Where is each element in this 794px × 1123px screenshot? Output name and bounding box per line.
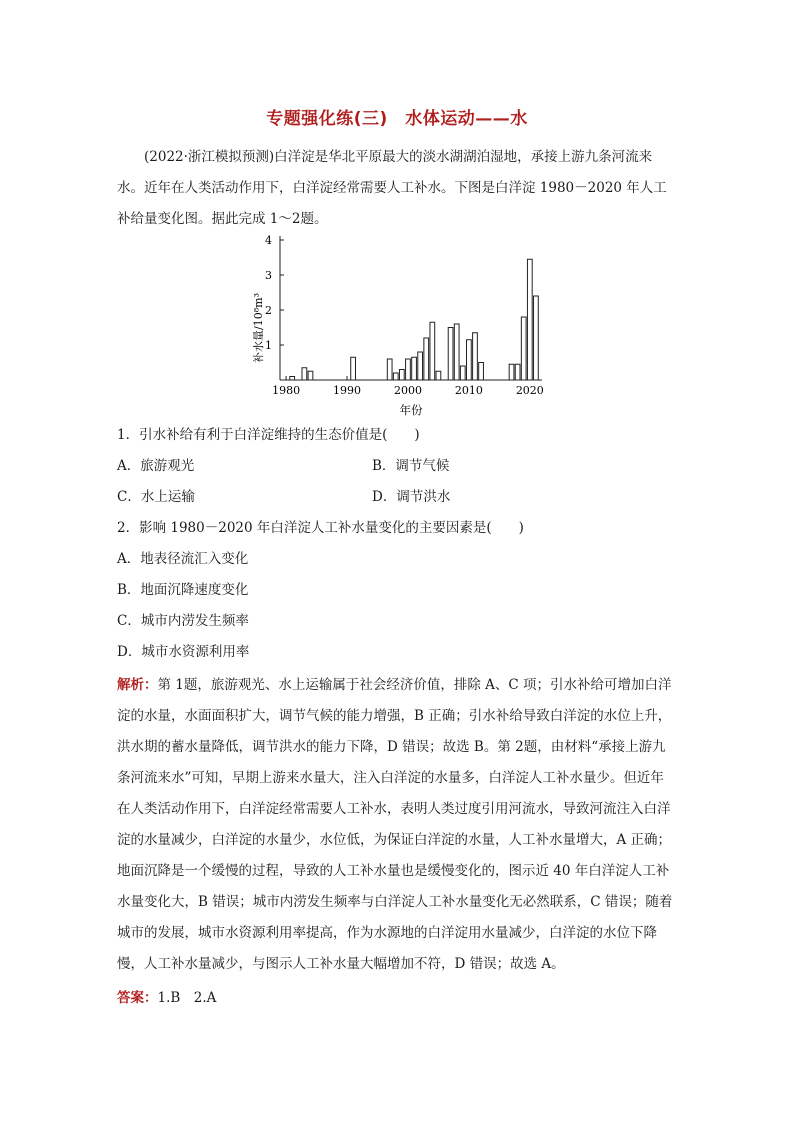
y-tick-label: 4	[265, 234, 272, 247]
chart-axes	[280, 236, 542, 380]
q2-option-a: A．地表径流汇入变化	[117, 551, 249, 567]
y-axis-label: 补水量/10⁸m³	[252, 293, 265, 363]
intro-paragraph: (2022·浙江模拟预测)白洋淀是华北平原最大的淡水湖湖泊湿地，承接上游九条河流来水。近年在人类活动作用下，白洋淀经常需要人工补水。下图是白洋淀 1980－2020 年人工补给量变化图。据此完成 1～2题。	[117, 149, 667, 227]
bar	[473, 333, 478, 380]
bar	[302, 368, 307, 380]
bar	[454, 324, 459, 380]
bar	[290, 377, 295, 381]
q1-option-d: D．调节洪水	[372, 489, 451, 505]
bar	[430, 322, 435, 380]
bar	[308, 371, 313, 380]
bar	[424, 338, 429, 380]
bar	[412, 357, 417, 380]
bar	[479, 363, 484, 381]
bar	[467, 340, 472, 380]
chart-bars	[290, 259, 538, 380]
bar	[527, 259, 532, 380]
q1-option-c: C．水上运输	[117, 489, 195, 505]
x-tick-label: 2010	[454, 384, 483, 397]
bar	[387, 359, 392, 380]
q1-option-b: B．调节气候	[372, 458, 450, 474]
x-tick-label: 1980	[272, 384, 301, 397]
bar	[448, 328, 453, 381]
q1-option-a: A．旅游观光	[117, 458, 195, 474]
x-tick-label: 1990	[333, 384, 362, 397]
bar	[515, 364, 520, 380]
answer-text: 1.B 2.A	[157, 990, 217, 1006]
analysis-text: 第 1题，旅游观光、水上运输属于社会经济价值，排除 A、C 项；引水补给可增加白洋淀的水量，水面面积扩大，调节气候的能力增强，B 正确；引水补给导致白洋淀的水位上升，洪水期的蓄水量降低，调节洪水的能力下降，D 错误；故选 B。第 2题，由材料“承接上游九条河流来水”可知，早期上游来水量大，注入白洋淀的水量多，白洋淀人工补水量少。但近年在人类活动作用下，白洋淀经常需要人工补水，表明人类过度引用河流水，导致河流注入白洋淀的水量减少，白洋淀的水量少，水位低，为保证白洋淀的水量，人工补水量增大，A 正确；地面沉降是一个缓慢的过程，导致的人工补水量也是缓慢变化的，图示近 40 年白洋淀人工补水量变化大，B 错误；城市内涝发生频率与白洋淀人工补水量变化无必然联系，C 错误；随着城市的发展，城市水资源利用率提高，作为水源地的白洋淀用水量减少，白洋淀的水位下降慢，人工补水量减少，与图示人工补水量大幅增加不符，D 错误；故选 A。	[117, 677, 673, 972]
water-supply-bar-chart	[240, 228, 560, 418]
bar	[351, 357, 356, 380]
analysis-label: 解析：	[117, 677, 158, 693]
bar	[406, 359, 411, 380]
bar	[399, 370, 404, 381]
x-tick-label: 2020	[515, 384, 544, 397]
y-tick-label: 3	[265, 269, 272, 282]
page-title: 专题强化练(三) 水体运动——水	[266, 109, 528, 129]
bar	[509, 364, 514, 380]
bar	[460, 366, 465, 380]
answer-label: 答案：	[117, 990, 158, 1006]
bar	[393, 373, 398, 380]
q2-option-b: B．地面沉降速度变化	[117, 582, 249, 598]
bar	[418, 352, 423, 380]
bar	[534, 296, 539, 380]
x-axis-label: 年份	[399, 403, 423, 417]
analysis-paragraph	[117, 670, 677, 980]
question-2-stem: 2．影响 1980－2020 年白洋淀人工补水量变化的主要因素是( )	[117, 520, 524, 536]
y-tick-label: 2	[265, 304, 272, 317]
bar	[521, 317, 526, 380]
x-tick-label: 2000	[393, 384, 422, 397]
y-tick-label: 1	[265, 339, 272, 352]
bar	[436, 371, 441, 380]
q2-option-c: C．城市内涝发生频率	[117, 613, 249, 629]
q2-option-d: D．城市水资源利用率	[117, 644, 250, 660]
question-1-stem: 1．引水补给有利于白洋淀维持的生态价值是( )	[117, 427, 420, 443]
answer-line	[117, 988, 216, 1008]
